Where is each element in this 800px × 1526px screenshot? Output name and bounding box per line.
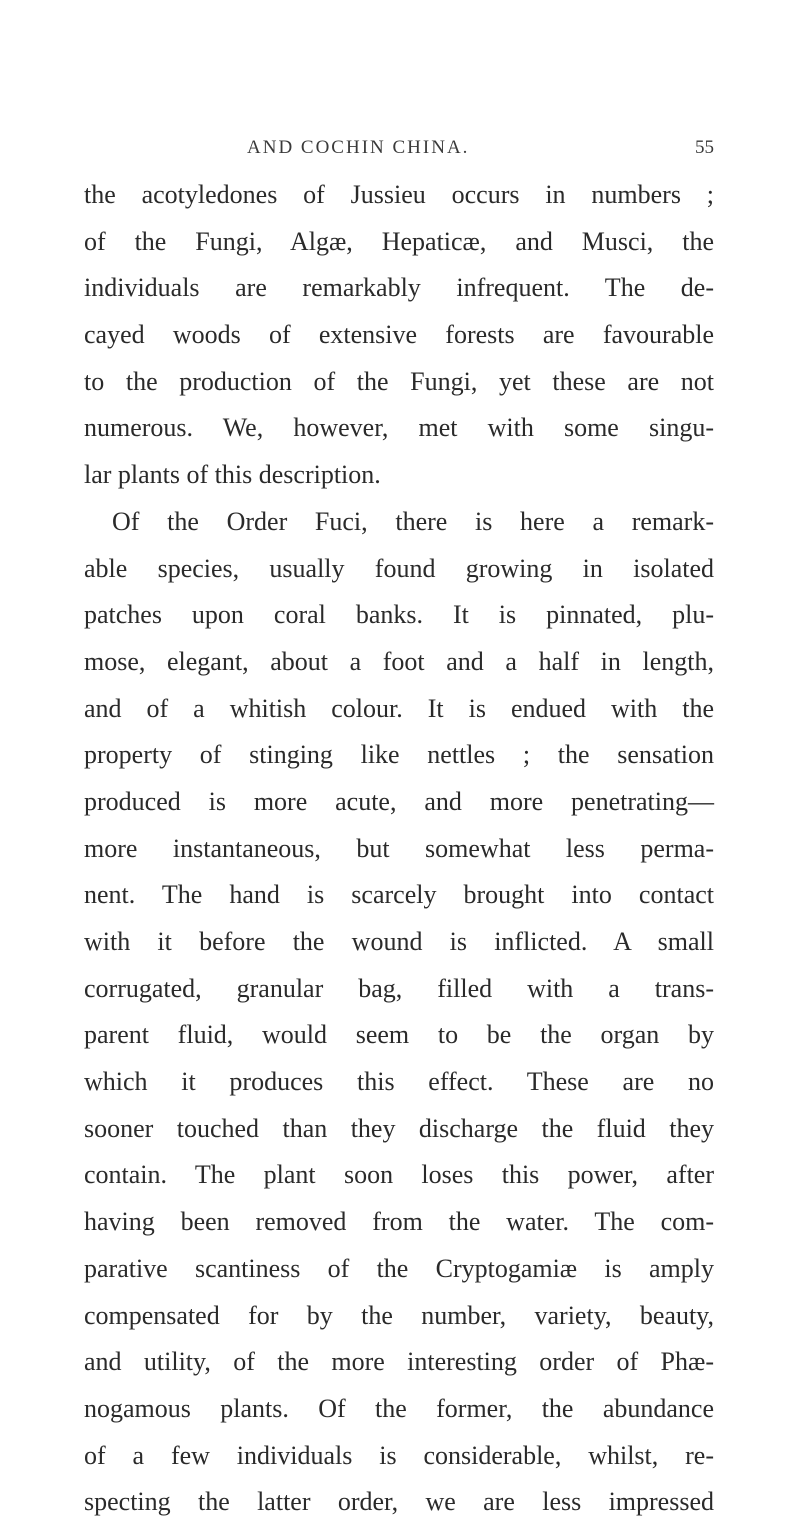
text-line: of a few individuals is considerable, whilst, re- <box>84 1440 714 1470</box>
text-line: more instantaneous, but somewhat less perma- <box>84 833 714 863</box>
text-line: sooner touched than they discharge the fluid they <box>84 1113 714 1143</box>
text-line: individuals are remarkably infrequent. The de- <box>84 273 714 303</box>
text-line: having been removed from the water. The com- <box>84 1207 714 1237</box>
body-text <box>84 172 714 1526</box>
text-line: of the Fungi, Algæ, Hepaticæ, and Musci, the <box>84 226 714 256</box>
text-line: contain. The plant soon loses this power, after <box>84 1160 714 1190</box>
text-line: the acotyledones of Jussieu occurs in numbers ; <box>84 180 714 209</box>
text-line: nent. The hand is scarcely brought into contact <box>84 880 714 910</box>
running-head <box>0 137 800 167</box>
text-line: mose, elegant, about a foot and a half in length, <box>84 646 714 676</box>
text-line: corrugated, granular bag, filled with a trans- <box>84 973 714 1003</box>
text-line: which it produces this effect. These are no <box>84 1067 714 1097</box>
text-line: lar plants of this description. <box>84 460 381 490</box>
text-line: specting the latter order, we are less impressed <box>84 1487 714 1517</box>
text-line: and utility, of the more interesting order of Phæ- <box>84 1347 714 1377</box>
text-line: patches upon coral banks. It is pinnated, plu- <box>84 600 714 630</box>
text-line: and of a whitish colour. It is endued with the <box>84 693 714 723</box>
running-title: AND COCHIN CHINA. <box>247 137 470 158</box>
text-line: property of stinging like nettles ; the sensation <box>84 740 714 770</box>
text-line: parative scantiness of the Cryptogamiæ is amply <box>84 1253 714 1283</box>
text-line: able species, usually found growing in isolated <box>84 553 714 583</box>
text-line: cayed woods of extensive forests are favourable <box>84 320 714 350</box>
text-line: parent fluid, would seem to be the organ by <box>84 1020 714 1050</box>
text-line: compensated for by the number, variety, beauty, <box>84 1300 714 1330</box>
text-line: produced is more acute, and more penetrating— <box>84 786 714 816</box>
text-line: with it before the wound is inflicted. A small <box>84 927 714 956</box>
text-line: numerous. We, however, met with some singu- <box>84 413 714 443</box>
text-line: Of the Order Fuci, there is here a remark- <box>112 506 714 536</box>
text-line: to the production of the Fungi, yet these are not <box>84 366 714 396</box>
text-line: nogamous plants. Of the former, the abundance <box>84 1393 714 1423</box>
page-number: 55 <box>695 137 714 158</box>
